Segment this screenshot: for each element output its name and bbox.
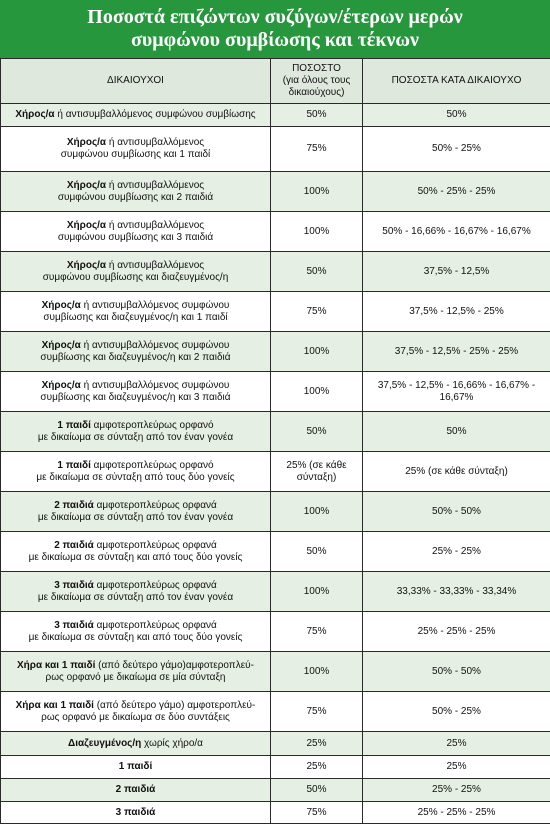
beneficiary-cell: [1, 652, 271, 692]
beneficiary-bold-text: Χήρος/α: [67, 137, 106, 148]
table-row: [1, 492, 550, 532]
split-cell: 50%: [363, 412, 550, 452]
table-row: [1, 532, 550, 572]
beneficiary-bold-text: 3 παιδιά: [116, 807, 156, 818]
beneficiary-text-2: με δικαίωμα σε σύνταξη από τον έναν γονέα: [38, 592, 233, 603]
table-body: [1, 104, 550, 824]
split-cell: 37,5% - 12,5%: [363, 252, 550, 292]
beneficiary-bold-text: 3 παιδιά: [54, 620, 94, 631]
header-beneficiaries: ΔΙΚΑΙΟΥΧΟΙ: [1, 59, 271, 104]
beneficiary-text-1: αμφοτεροπλεύρως ορφανό: [91, 420, 214, 431]
header-percent-line-2: (για όλους τους: [275, 75, 358, 87]
beneficiary-bold-text: Διαζευγμένος/η: [68, 738, 141, 749]
percent-cell: 25%: [271, 756, 363, 779]
table-row: [1, 252, 550, 292]
beneficiary-bold-text: Χήρος/α: [15, 109, 54, 120]
beneficiary-text-2: με δικαίωμα σε σύνταξη από τους δύο γονείς: [36, 472, 234, 483]
percent-cell: 100%: [271, 652, 363, 692]
beneficiary-text-1: ή αντισυμβαλλόμενος συμφώνου: [81, 380, 230, 391]
beneficiary-text-1: αμφοτεροπλεύρως ορφανά: [94, 620, 217, 631]
header-per-beneficiary: ΠΟΣΟΣΤΑ ΚΑΤΑ ΔΙΚΑΙΟΥΧΟ: [363, 59, 550, 104]
beneficiary-bold-text: 2 παιδιά: [116, 784, 156, 795]
beneficiary-bold-text: Χήρα και 1 παιδί: [16, 700, 94, 711]
split-cell: 37,5% - 12,5% - 25% - 25%: [363, 332, 550, 372]
beneficiary-text-2: συμφώνου συμβίωσης και 3 παιδιά: [58, 232, 213, 243]
table-row: [1, 779, 550, 802]
beneficiary-cell: [1, 292, 271, 332]
beneficiary-text-2: συμβίωσης και διαζευγμένος/η και 1 παιδί: [43, 312, 227, 323]
header-row: [1, 59, 550, 104]
percent-cell: 100%: [271, 372, 363, 412]
beneficiary-text-1: αμφοτεροπλεύρως ορφανό: [91, 460, 214, 471]
beneficiary-bold-text: 2 παιδιά: [54, 500, 94, 511]
beneficiary-text-1: ή αντισυμβαλλόμενος: [106, 180, 204, 191]
table-row: [1, 732, 550, 756]
beneficiary-text-1: ή αντισυμβαλλόμενος: [106, 260, 204, 271]
beneficiary-text-2: συμφώνου συμβίωσης και 1 παιδί: [61, 149, 211, 160]
percent-cell: 50%: [271, 252, 363, 292]
beneficiary-bold-text: Χήρος/α: [42, 340, 81, 351]
beneficiary-cell: [1, 779, 271, 802]
table-row: [1, 756, 550, 779]
beneficiary-bold-text: Χήρα και 1 παιδί: [17, 660, 95, 671]
percent-cell: 75%: [271, 292, 363, 332]
beneficiary-bold-text: 1 παιδί: [57, 460, 91, 471]
percent-cell: 25% (σε κάθε σύνταξη): [271, 452, 363, 492]
header-percent-line-1: ΠΟΣΟΣΤΟ: [275, 63, 358, 75]
table-row: [1, 332, 550, 372]
table-row: [1, 104, 550, 127]
table-row: [1, 692, 550, 732]
beneficiary-cell: [1, 372, 271, 412]
split-cell: 33,33% - 33,33% - 33,34%: [363, 572, 550, 612]
split-cell: 25%: [363, 732, 550, 756]
percent-cell: 100%: [271, 212, 363, 252]
beneficiary-cell: [1, 756, 271, 779]
percent-cell: 50%: [271, 412, 363, 452]
split-cell: 25% - 25%: [363, 532, 550, 572]
beneficiary-bold-text: Χήρος/α: [67, 260, 106, 271]
table-row: [1, 172, 550, 212]
beneficiary-text-2: συμβίωσης και διαζευγμένος/η και 3 παιδιά: [40, 392, 230, 403]
beneficiary-cell: [1, 127, 271, 172]
title-line-2: συμφώνου συμβίωσης και τέκνων: [87, 29, 462, 52]
beneficiary-cell: [1, 452, 271, 492]
table-row: [1, 452, 550, 492]
beneficiary-text-2: ρως ορφανό με δικαίωμα σε μία σύνταξη: [46, 672, 226, 683]
beneficiary-cell: [1, 732, 271, 756]
beneficiary-cell: [1, 172, 271, 212]
split-cell: 50% - 50%: [363, 492, 550, 532]
split-cell: 50% - 25%: [363, 127, 550, 172]
header-percent-line-3: δικαιούχους): [275, 87, 358, 99]
beneficiary-cell: [1, 412, 271, 452]
beneficiary-text-1: (από δεύτερο γάμο) αμφοτεροπλεύ-: [94, 700, 255, 711]
split-cell: 50% - 25% - 25%: [363, 172, 550, 212]
beneficiary-text-2: με δικαίωμα σε σύνταξη από τον έναν γονέα: [38, 512, 233, 523]
percent-cell: 75%: [271, 612, 363, 652]
beneficiary-text-1: (από δεύτερο γάμο)αμφοτεροπλεύ-: [95, 660, 254, 671]
beneficiary-bold-text: Χήρος/α: [42, 380, 81, 391]
split-cell: 50% - 25%: [363, 692, 550, 732]
beneficiary-cell: [1, 104, 271, 127]
beneficiary-cell: [1, 212, 271, 252]
split-cell: 50% - 16,66% - 16,67% - 16,67%: [363, 212, 550, 252]
beneficiary-cell: [1, 332, 271, 372]
beneficiary-cell: [1, 572, 271, 612]
percent-cell: 50%: [271, 104, 363, 127]
beneficiary-bold-text: 1 παιδί: [57, 420, 91, 431]
beneficiary-text-2: συμβίωσης και διαζευγμένος/η και 2 παιδιά: [40, 352, 230, 363]
title-line-1: Ποσοστά επιζώντων συζύγων/έτερων μερών: [87, 6, 462, 29]
beneficiary-text-1: ή αντισυμβαλλόμενος συμφώνου: [81, 340, 230, 351]
beneficiary-text-2: ρως ορφανό με δικαίωμα σε δύο συντάξεις: [41, 712, 230, 723]
beneficiary-text-1: ή αντισυμβαλλόμενος συμφώνου: [81, 300, 230, 311]
beneficiary-bold-text: 3 παιδιά: [54, 580, 94, 591]
rates-table: [0, 58, 550, 824]
beneficiary-bold-text: 2 παιδιά: [54, 540, 94, 551]
table-row: [1, 212, 550, 252]
beneficiary-bold-text: Χήρος/α: [42, 300, 81, 311]
beneficiary-text-1: ή αντισυμβαλλόμενος: [106, 220, 204, 231]
percent-cell: 75%: [271, 127, 363, 172]
split-cell: 37,5% - 12,5% - 16,66% - 16,67% - 16,67%: [363, 372, 550, 412]
split-cell: 25% (σε κάθε σύνταξη): [363, 452, 550, 492]
percent-cell: 25%: [271, 732, 363, 756]
beneficiary-text-2: συμφώνου συμβίωσης και διαζευγμένος/η: [43, 272, 229, 283]
beneficiary-bold-text: 1 παιδί: [119, 761, 153, 772]
split-cell: 37,5% - 12,5% - 25%: [363, 292, 550, 332]
beneficiary-text-1: αμφοτεροπλεύρως ορφανά: [94, 500, 217, 511]
percent-cell: 100%: [271, 572, 363, 612]
split-cell: 25% - 25%: [363, 779, 550, 802]
percent-cell: 50%: [271, 779, 363, 802]
beneficiary-text-2: με δικαίωμα σε σύνταξη και από τους δύο γονείς: [29, 632, 243, 643]
beneficiary-cell: [1, 612, 271, 652]
beneficiary-text-1: αμφοτεροπλεύρως ορφανά: [94, 540, 217, 551]
beneficiary-text-1: ή αντισυμβαλλόμενος συμφώνου συμβίωσης: [55, 109, 256, 120]
split-cell: 50% - 50%: [363, 652, 550, 692]
beneficiary-text-1: ή αντισυμβαλλόμενος: [106, 137, 204, 148]
beneficiary-cell: [1, 532, 271, 572]
split-cell: 25% - 25% - 25%: [363, 612, 550, 652]
split-cell: 25%: [363, 756, 550, 779]
table-row: [1, 372, 550, 412]
beneficiary-text-1: χωρίς χήρο/α: [141, 738, 203, 749]
beneficiary-cell: [1, 252, 271, 292]
beneficiary-text-2: με δικαίωμα σε σύνταξη και από τους δύο γονείς: [29, 552, 243, 563]
percent-cell: 75%: [271, 802, 363, 824]
header-percent: [271, 59, 363, 104]
table-title: [0, 0, 550, 58]
table-row: [1, 802, 550, 824]
beneficiary-cell: [1, 692, 271, 732]
beneficiary-cell: [1, 492, 271, 532]
table-row: [1, 612, 550, 652]
percent-cell: 100%: [271, 492, 363, 532]
split-cell: 50%: [363, 104, 550, 127]
beneficiary-cell: [1, 802, 271, 824]
percent-cell: 75%: [271, 692, 363, 732]
beneficiary-text-2: με δικαίωμα σε σύνταξη από τον έναν γονέα: [38, 432, 233, 443]
beneficiary-text-2: συμφώνου συμβίωσης και 2 παιδιά: [58, 192, 213, 203]
percent-cell: 100%: [271, 172, 363, 212]
table-row: [1, 412, 550, 452]
table-row: [1, 127, 550, 172]
beneficiary-bold-text: Χήρος/α: [67, 180, 106, 191]
table-row: [1, 652, 550, 692]
percent-cell: 100%: [271, 332, 363, 372]
beneficiary-bold-text: Χήρος/α: [67, 220, 106, 231]
split-cell: 25% - 25% - 25%: [363, 802, 550, 824]
table-row: [1, 292, 550, 332]
percent-cell: 50%: [271, 532, 363, 572]
beneficiary-text-1: αμφοτεροπλεύρως ορφανά: [94, 580, 217, 591]
table-row: [1, 572, 550, 612]
